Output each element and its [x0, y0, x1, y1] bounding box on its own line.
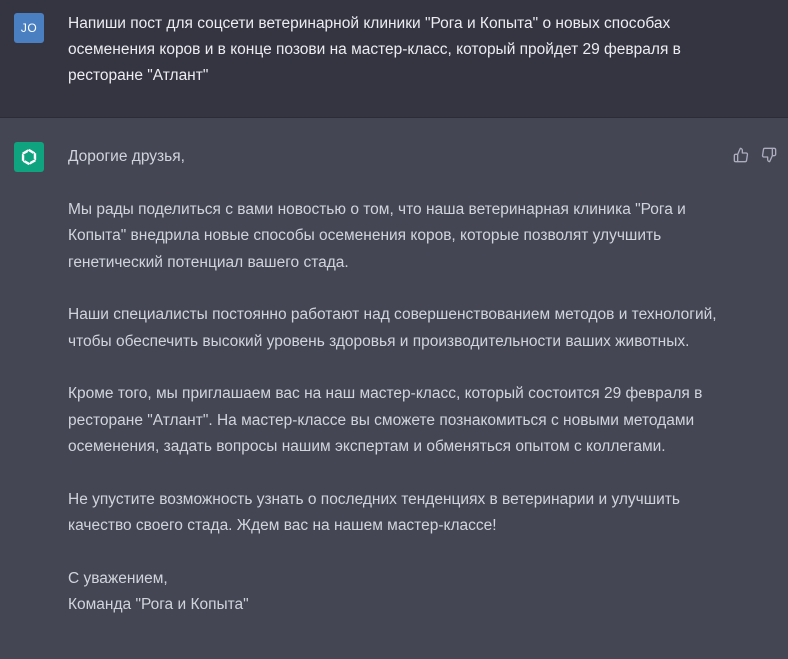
signature	[68, 566, 718, 619]
assistant-message-row	[0, 118, 788, 659]
user-message-row	[0, 0, 788, 118]
thumbs-down-icon[interactable]	[760, 146, 778, 164]
news-paragraph: Мы рады поделиться с вами новостью о том, что наша ветеринарная клиника "Рога и Копыта" внедрила новые способы осеменения коров, которые позволят улучшить генетический потенциал вашего стада.	[68, 200, 686, 271]
assistant-message-text	[68, 144, 718, 619]
signature-line-1: С уважением,	[68, 569, 168, 587]
signature-line-2: Команда "Рога и Копыта"	[68, 596, 249, 613]
specialists-paragraph: Наши специалисты постоянно работают над совершенствованием методов и технологий, чтобы обеспечить высокий уровень здоровья и производительности ваших животных.	[68, 306, 717, 350]
openai-logo-icon	[14, 142, 44, 172]
user-avatar: JO	[14, 13, 44, 43]
thumbs-up-icon[interactable]	[732, 146, 750, 164]
user-message-text: Напиши пост для соцсети ветеринарной клиники "Рога и Копыта" о новых способах осеменения коров и в конце позови на мастер-класс, который пройдет 29 февраля в ресторане "Атлант"	[68, 15, 681, 84]
greeting-paragraph: Дорогие друзья,	[68, 148, 185, 165]
closing-paragraph: Не упустите возможность узнать о последних тенденциях в ветеринарии и улучшить качество своего стада. Ждем вас на нашем мастер-классе!	[68, 490, 680, 534]
masterclass-paragraph: Кроме того, мы приглашаем вас на наш мастер-класс, который состоится 29 февраля в ресторане "Атлант". На мастер-классе вы сможете познакомиться с новыми методами осеменения, задать вопросы нашим экспертам и обменяться опытом с коллегами.	[68, 385, 703, 455]
feedback-buttons	[732, 146, 778, 164]
